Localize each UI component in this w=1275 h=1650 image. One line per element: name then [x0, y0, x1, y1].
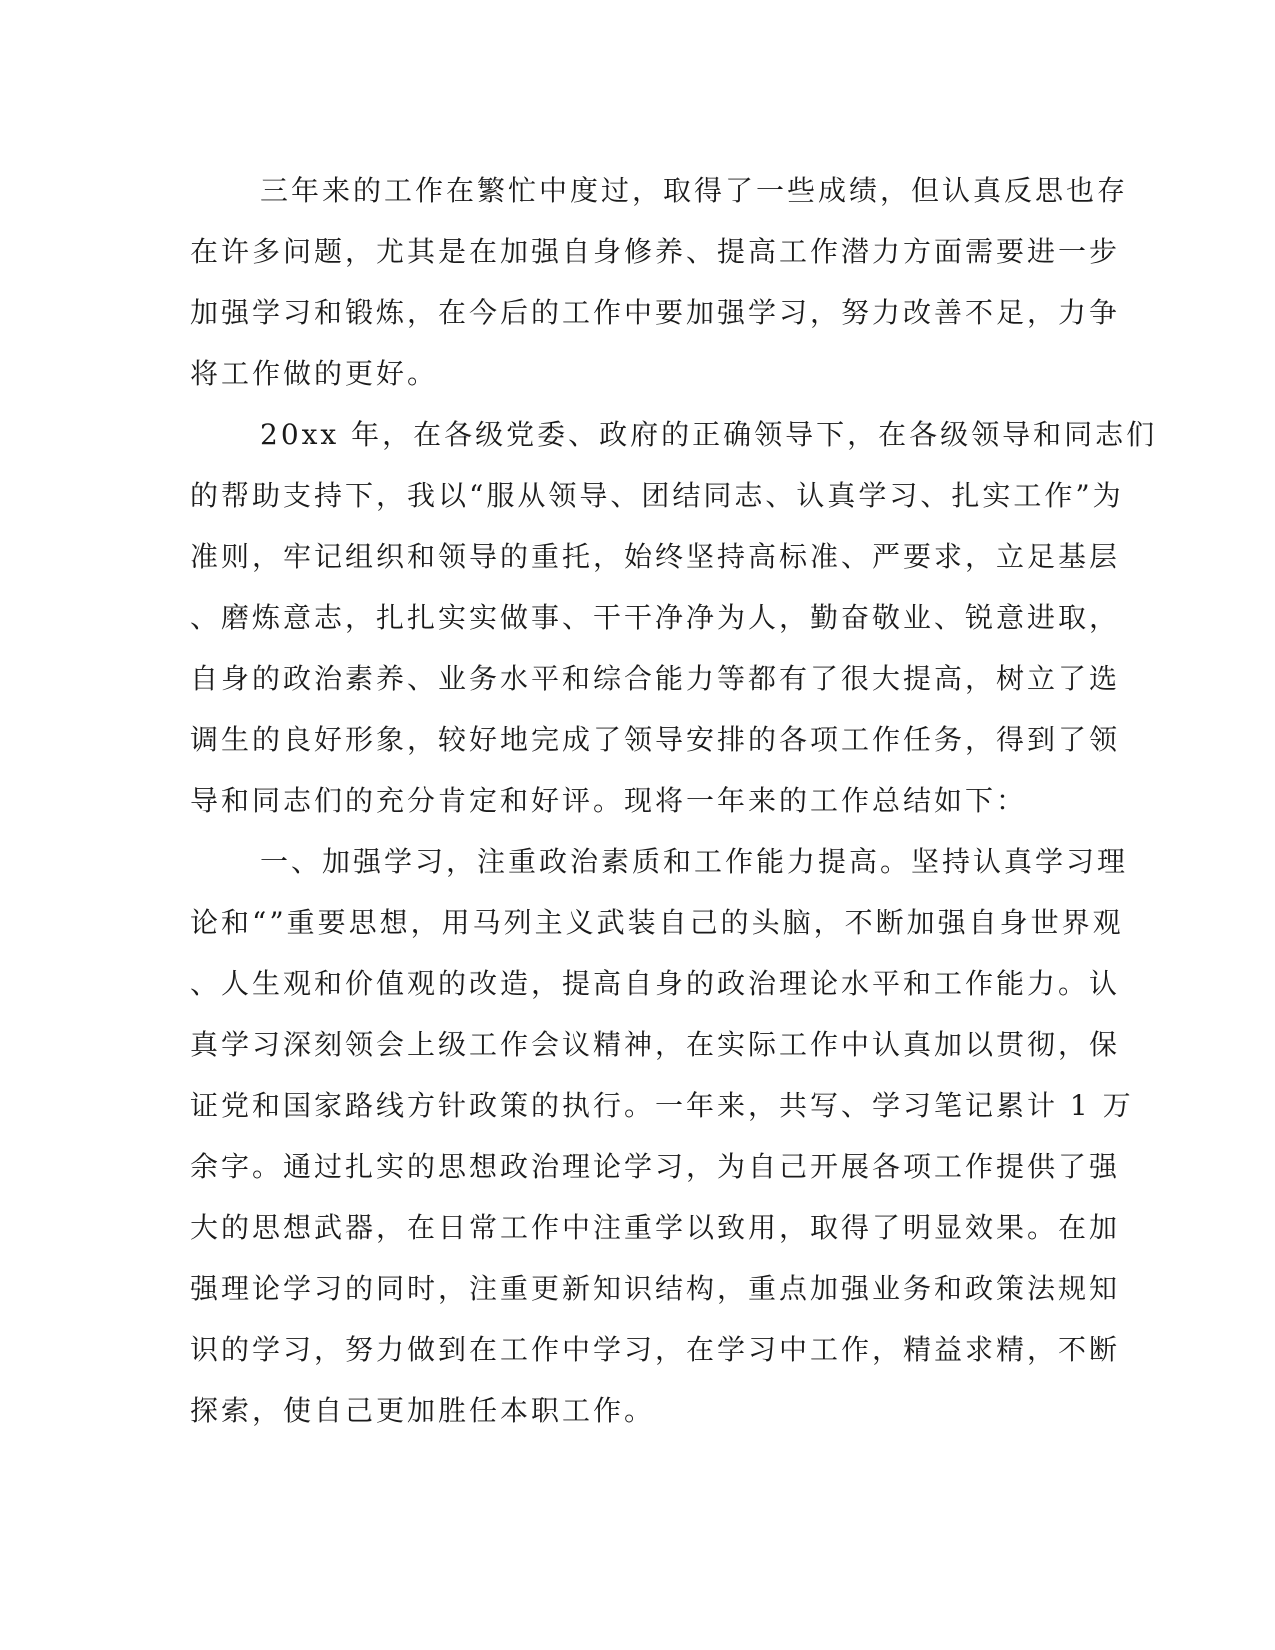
text-line: 论和“”重要思想，用马列主义武装自己的头脑，不断加强自身世界观: [190, 906, 1124, 939]
text-line: 在许多问题，尤其是在加强自身修养、提高工作潜力方面需要进一步: [190, 235, 1121, 268]
text-line: 调生的良好形象，较好地完成了领导安排的各项工作任务，得到了领: [190, 723, 1121, 756]
text-line: 导和同志们的充分肯定和好评。现将一年来的工作总结如下：: [190, 784, 1028, 817]
text-line: 加强学习和锻炼，在今后的工作中要加强学习，努力改善不足，力争: [190, 296, 1121, 329]
text-line: 自身的政治素养、业务水平和综合能力等都有了很大提高，树立了选: [190, 662, 1121, 695]
text-line: 大的思想武器，在日常工作中注重学以致用，取得了明显效果。在加: [190, 1211, 1121, 1244]
paragraph-1: [190, 160, 1129, 404]
document-body: [190, 160, 1158, 1441]
text-line: 准则，牢记组织和领导的重托，始终坚持高标准、严要求，立足基层: [190, 540, 1121, 573]
text-line: 真学习深刻领会上级工作会议精神，在实际工作中认真加以贯彻，保: [190, 1028, 1121, 1061]
text-line: 将工作做的更好。: [190, 357, 439, 390]
text-line: 证党和国家路线方针政策的执行。一年来，共写、学习笔记累计 1 万: [190, 1089, 1134, 1122]
text-line: 、磨炼意志，扎扎实实做事、干干净净为人，勤奋敬业、锐意进取，: [190, 601, 1121, 634]
paragraph-3: [190, 831, 1134, 1441]
text-line: 探索，使自己更加胜任本职工作。: [190, 1394, 656, 1427]
text-line: 强理论学习的同时，注重更新知识结构，重点加强业务和政策法规知: [190, 1272, 1121, 1305]
text-line: 三年来的工作在繁忙中度过，取得了一些成绩，但认真反思也存: [260, 174, 1129, 207]
text-line: 余字。通过扎实的思想政治理论学习，为自己开展各项工作提供了强: [190, 1150, 1121, 1183]
paragraph-2: [190, 404, 1158, 831]
text-line: 20xx 年，在各级党委、政府的正确领导下，在各级领导和同志们: [260, 418, 1158, 451]
text-line: 、人生观和价值观的改造，提高自身的政治理论水平和工作能力。认: [190, 967, 1121, 1000]
text-line: 识的学习，努力做到在工作中学习，在学习中工作，精益求精，不断: [190, 1333, 1121, 1366]
text-line: 的帮助支持下，我以“服从领导、团结同志、认真学习、扎实工作”为: [190, 479, 1124, 512]
text-line: 一、加强学习，注重政治素质和工作能力提高。坚持认真学习理: [260, 845, 1129, 878]
